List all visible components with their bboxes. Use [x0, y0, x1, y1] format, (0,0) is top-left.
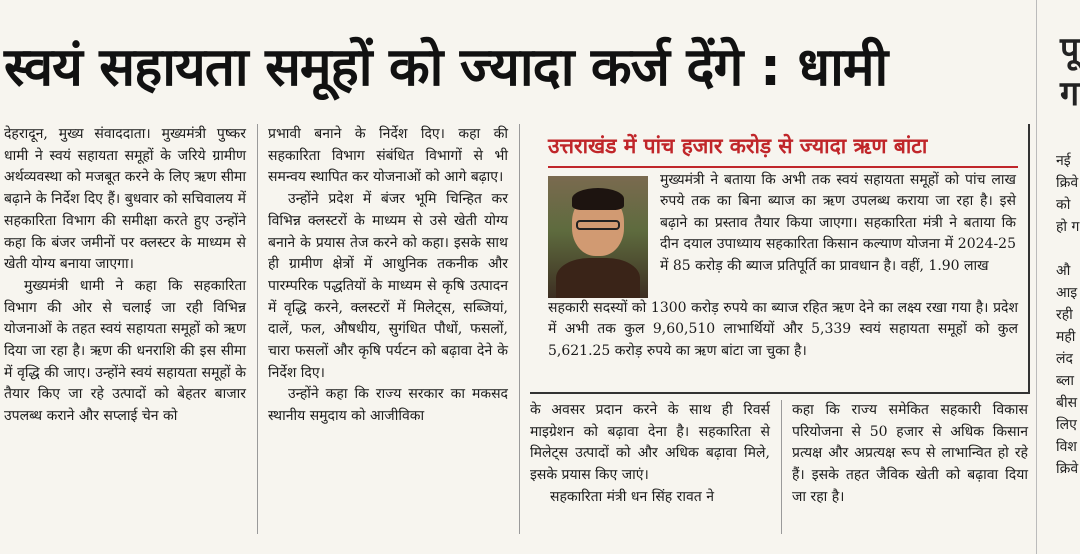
next-story-fragment	[1040, 0, 1080, 554]
text-fragment: लंद	[1056, 351, 1073, 367]
text-fragment: मही	[1056, 329, 1076, 345]
text-fragment: लिए	[1056, 417, 1077, 433]
chief-minister-photo	[548, 176, 648, 298]
text-fragment: आइ	[1056, 285, 1078, 301]
paragraph: के अवसर प्रदान करने के साथ ही रिवर्स माइग्रेशन को बढ़ावा देना है। सहकारिता से मिलेट्स उत्पादों को और अधिक बढ़ावा मिले, इसके प्रयास किए जाएं।	[530, 402, 770, 484]
sidebar-box	[530, 124, 1030, 394]
column-divider	[519, 124, 520, 534]
text-fragment: विश	[1056, 439, 1077, 455]
text-fragment: बीस	[1056, 395, 1078, 411]
article-column-2	[268, 124, 508, 428]
article-column-1	[4, 124, 246, 428]
paragraph: मुख्यमंत्री ने बताया कि अभी तक स्वयं सहायता समूहों को पांच लाख रुपये तक का बिना ब्याज का ऋण उपलब्ध कराया जा रहा है। इसे बढ़ाने का प्रस्ताव तैयार किया जाएगा। सहकारिता मंत्री ने बताया कि दीन दयाल उपाध्याय सहकारिता किसान कल्याण योजना में 2024-25 में 85 करोड़ की ब्याज प्रतिपूर्ति का प्रावधान है। वहीं, 1.90 लाख	[660, 172, 1016, 274]
article-column-4	[792, 400, 1028, 509]
headline-fragment: पू	[1060, 30, 1080, 70]
next-story-text	[1056, 150, 1080, 480]
paragraph: उन्होंने कहा कि राज्य सरकार का मकसद स्थानीय समुदाय को आजीविका	[268, 386, 508, 425]
column-divider	[257, 124, 258, 534]
next-story-headline	[1060, 28, 1079, 116]
text-fragment: ब्ला	[1056, 373, 1074, 389]
paragraph: देहरादून, मुख्य संवाददाता। मुख्यमंत्री पुष्कर धामी ने स्वयं सहायता समूहों के जरिये ग्रामीण अर्थव्यवस्था को मजबूत करने के लिए ऋण सीमा बढ़ाने के निर्देश दिए हैं। बुधवार को सचिवालय में सहकारिता विभाग की समीक्षा करते हुए उन्होंने कहा कि बंजर जमीनों पर क्लस्टर के माध्यम से खेती योग्य बनाया जाएगा।	[4, 126, 246, 273]
text-fragment: औ	[1056, 263, 1071, 279]
text-fragment: नई	[1056, 153, 1071, 169]
text-fragment	[1056, 238, 1080, 260]
box-heading-underline	[548, 166, 1018, 168]
text-fragment: क्रिवे	[1056, 461, 1079, 477]
headline-fragment: ग	[1060, 74, 1080, 114]
paragraph: उन्होंने प्रदेश में बंजर भूमि चिन्हित कर विभिन्न क्लस्टरों के माध्यम से उसे खेती योग्य बनाने के प्रयास तेज करने को कहा। इसके साथ ही ग्रामीण क्षेत्रों में आधुनिक तकनीक और पारम्परिक पद्धतियों के माध्यम से कृषि उत्पादन में वृद्धि करने, क्लस्टरों में मिलेट्स, सब्जियां, दालें, फल, औषधीय, सुगंधित पौधों, फसलों, चारा फसलों और कृषि पर्यटन को बढ़ावा देने के निर्देश दिए।	[268, 191, 508, 381]
text-fragment: क्रिवे	[1056, 175, 1079, 191]
text-fragment: रही	[1056, 307, 1073, 323]
text-fragment: को	[1056, 197, 1071, 213]
paragraph: प्रभावी बनाने के निर्देश दिए। कहा की सहकारिता विभाग संबंधित विभागों से भी समन्वय स्थापित कर योजनाओं को आगे बढ़ाए।	[268, 126, 508, 186]
text-fragment: हो ग	[1056, 219, 1080, 235]
article-column-3	[530, 400, 770, 509]
paragraph: मुख्यमंत्री धामी ने कहा कि सहकारिता विभाग की ओर से चलाई जा रही विभिन्न योजनाओं के तहत स्वयं सहायता समूहों को ऋण दिया जा रहा है। ऋण की धनराशि की इस सीमा में वृद्धि की जाए। उन्होंने स्वयं सहायता समूहों के तैयार किए जा रहे उत्पादों को बेहतर बाजार उपलब्ध कराने और सप्लाई चेन को	[4, 277, 246, 425]
box-text-full-width	[548, 298, 1018, 362]
box-text-beside-photo	[660, 170, 1016, 277]
headline: स्वयं सहायता समूहों को ज्यादा कर्ज देंगे : धामी	[4, 37, 888, 98]
paragraph: कहा कि राज्य समेकित सहकारी विकास परियोजना से 50 हजार से अधिक किसान प्रत्यक्ष और अप्रत्यक्ष रूप से लाभान्वित हो रहे हैं। इसके तहत जैविक खेती को बढ़ावा दिया जा रहा है।	[792, 402, 1028, 505]
page-divider	[1036, 0, 1037, 554]
box-heading: उत्तराखंड में पांच हजार करोड़ से ज्यादा ऋण बांटा	[548, 134, 928, 158]
column-divider	[781, 400, 782, 534]
paragraph: सहकारी सदस्यों को 1300 करोड़ रुपये का ब्याज रहित ऋण देने का लक्ष्य रखा गया है। प्रदेश में अभी तक कुल 9,60,510 लाभार्थियों और 5,339 स्वयं सहायता समूहों को कुल 5,621.25 करोड़ रुपये का ऋण बांटा जा चुका है।	[548, 300, 1018, 359]
paragraph: सहकारिता मंत्री धन सिंह रावत ने	[550, 488, 715, 505]
